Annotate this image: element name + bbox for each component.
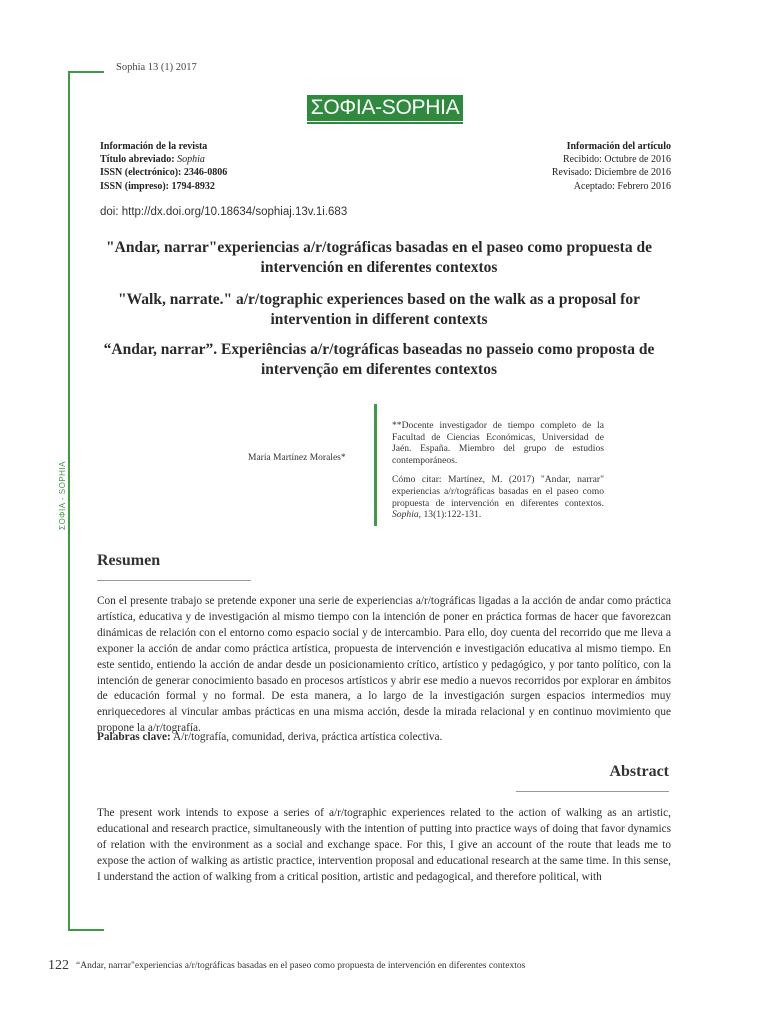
article-info-block — [411, 140, 671, 193]
keywords-line — [97, 731, 442, 743]
issn-print: ISSN (impreso): 1794-8932 — [100, 180, 215, 192]
bottom-frame-line — [68, 929, 104, 931]
side-journal-label: ΣΟΦΙΑ - SOPHIA — [58, 460, 67, 530]
author-notes — [392, 420, 604, 529]
citation-journal: Sophia, — [392, 509, 422, 521]
journal-issue-header: Sophia 13 (1) 2017 — [116, 62, 197, 73]
page-number: 122 — [48, 958, 69, 973]
short-title-label: Título abreviado — [100, 154, 172, 166]
accepted-date: Aceptado: Febrero 2016 — [573, 180, 671, 192]
journal-info-block — [100, 140, 360, 193]
title-english: "Walk, narrate." a/r/tographic experiences based on the walk as a proposal for intervention in different contexts — [118, 291, 640, 328]
received-date: Recibido: Octubre de 2016 — [562, 154, 671, 166]
how-to-cite: Cómo citar: Martínez, M. (2017) "Andar, narrar" experiencias a/r/tográficas basadas en el paseo como propuesta de intervención en diferentes contextos. Sophia, 13(1):122-131. — [392, 474, 604, 521]
short-title-line: Título abreviado: Sophia — [100, 154, 205, 166]
journal-info-heading: Información de la revista — [100, 141, 208, 152]
short-title-value: Sophia — [177, 154, 205, 166]
logo-underline — [307, 122, 463, 124]
article-info-heading: Información del artículo — [566, 141, 671, 152]
author-footnote-marker: * — [340, 453, 346, 463]
author-affiliation: **Docente investigador de tiempo completo de la Facultad de Ciencias Económicas, Universidad de Jaén. España. Miembro del grupo de estudios contemporáneos. — [392, 420, 604, 466]
journal-logo: ΣΟΦΙΑ-SOPHIA — [307, 95, 463, 121]
keywords-value: A/r/tografía, comunidad, deriva, práctica artística colectiva. — [172, 731, 443, 743]
left-frame-line — [68, 71, 70, 931]
resumen-rule — [97, 580, 251, 581]
author-divider-line — [374, 404, 377, 526]
author-name-line — [248, 453, 346, 463]
resumen-heading: Resumen — [97, 552, 161, 569]
abstract-rule — [516, 791, 669, 792]
title-portuguese: “Andar, narrar”. Experiências a/r/tográficas baseadas no passeio como proposta de intervenção em diferentes contextos — [103, 341, 655, 378]
keywords-label: Palabras clave: — [97, 731, 171, 743]
abstract-text: The present work intends to expose a series of a/r/tographic experiences related to the action of walking as an artistic, educational and research practice, simultaneously with the intention of putting into practice ways of doing that favor dynamics of relation with the environment as a social and exchange space. For this, I give an account of the route that leads me to expose the action of walking as artistic practice, intervention proposal and educational research at the same time. In this sense, I understand the action of walking from a critical position, artistic and pedagogical, and therefore political, with — [97, 807, 671, 883]
top-frame-line — [68, 71, 104, 73]
resumen-text: Con el presente trabajo se pretende exponer una serie de experiencias a/r/tográficas ligadas a la acción de andar como práctica artística, educativa y de investigación al mismo tiempo con la intención de poner en práctica formas de hacer que favorezcan dinámicas de relación con el entorno como espacio social y de intercambio. Para ello, doy cuenta del recorrido que me lleva a exponer la acción de andar como práctica artística, propuesta de intervención e investigación educativa al mismo tiempo. En este sentido, entiendo la acción de andar desde un posicionamiento crítico, artístico y pedagógico, y por tanto político, con la intención de generar conocimiento basado en procesos artísticos y abrir ese medio a nuevos recorridos por explorar en ámbitos de educación formal y no formal. De esta manera, a lo largo de la investigación surgen espacios intermedios muy enriquecedores al vincular ambas prácticas en una misma acción, desde la mirada relacional y en continuo movimiento que propone la a/r/tografía. — [97, 595, 671, 735]
citation-volume: 13(1):122-131. — [423, 509, 482, 521]
title-spanish: "Andar, narrar"experiencias a/r/tográficas basadas en el paseo como propuesta de intervención en diferentes contextos — [106, 239, 652, 276]
doi-link[interactable]: doi: http://dx.doi.org/10.18634/sophiaj.13v.1i.683 — [100, 206, 348, 218]
issn-electronic: ISSN (electrónico): 2346-0806 — [100, 167, 228, 179]
revised-date: Revisado: Diciembre de 2016 — [551, 167, 671, 179]
footer-running-title: “Andar, narrar"experiencias a/r/tográficas basadas en el paseo como propuesta de intervención en diferentes contextos — [76, 961, 526, 971]
abstract-heading: Abstract — [609, 763, 669, 780]
author-name: María Martínez Morales — [248, 453, 341, 463]
